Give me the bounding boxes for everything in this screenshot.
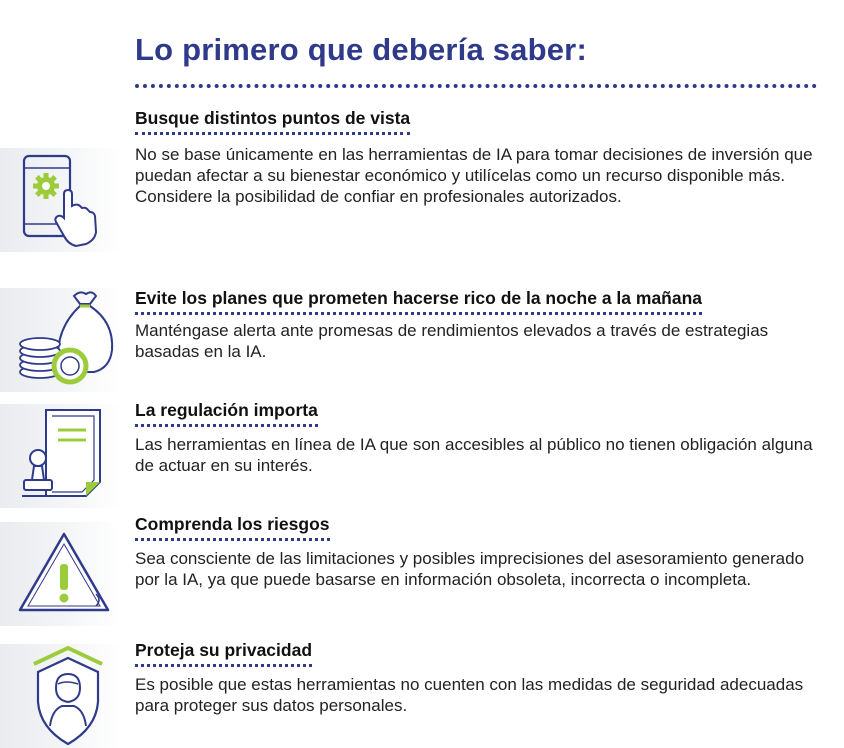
section-heading: Comprenda los riesgos [135, 514, 330, 541]
shield-person-icon [0, 644, 120, 748]
section-heading: Busque distintos puntos de vista [135, 108, 410, 135]
money-bag-coins-icon [0, 288, 120, 392]
page-title: Lo primero que debería saber: [135, 32, 587, 67]
document-stamp-icon [0, 404, 120, 508]
title-divider [135, 84, 817, 88]
section-text: Las herramientas en línea de IA que son accesibles al público no tienen obligación alguna de actuar en su interés. [135, 435, 813, 475]
section-heading: La regulación importa [135, 400, 318, 427]
section-heading: Proteja su privacidad [135, 640, 312, 667]
section-text: No se base únicamente en las herramientas de IA para tomar decisiones de inversión que puedan afectar a su bienestar económico y utilícelas como un recurso disponible más. Considere la posibilidad de confiar en profesionales autorizados. [135, 145, 813, 206]
warning-triangle-icon [0, 522, 120, 626]
section-text: Sea consciente de las limitaciones y posibles imprecisiones del asesoramiento generado por la IA, ya que puede basarse en información obsoleta, incorrecta o incompleta. [135, 549, 805, 589]
touchscreen-gear-icon [0, 148, 120, 252]
section-text: Manténgase alerta ante promesas de rendimientos elevados a través de estrategias basadas en la IA. [135, 321, 769, 361]
section-heading: Evite los planes que prometen hacerse rico de la noche a la mañana [135, 288, 702, 315]
section-text: Es posible que estas herramientas no cuenten con las medidas de seguridad adecuadas para proteger sus datos personales. [135, 675, 804, 715]
